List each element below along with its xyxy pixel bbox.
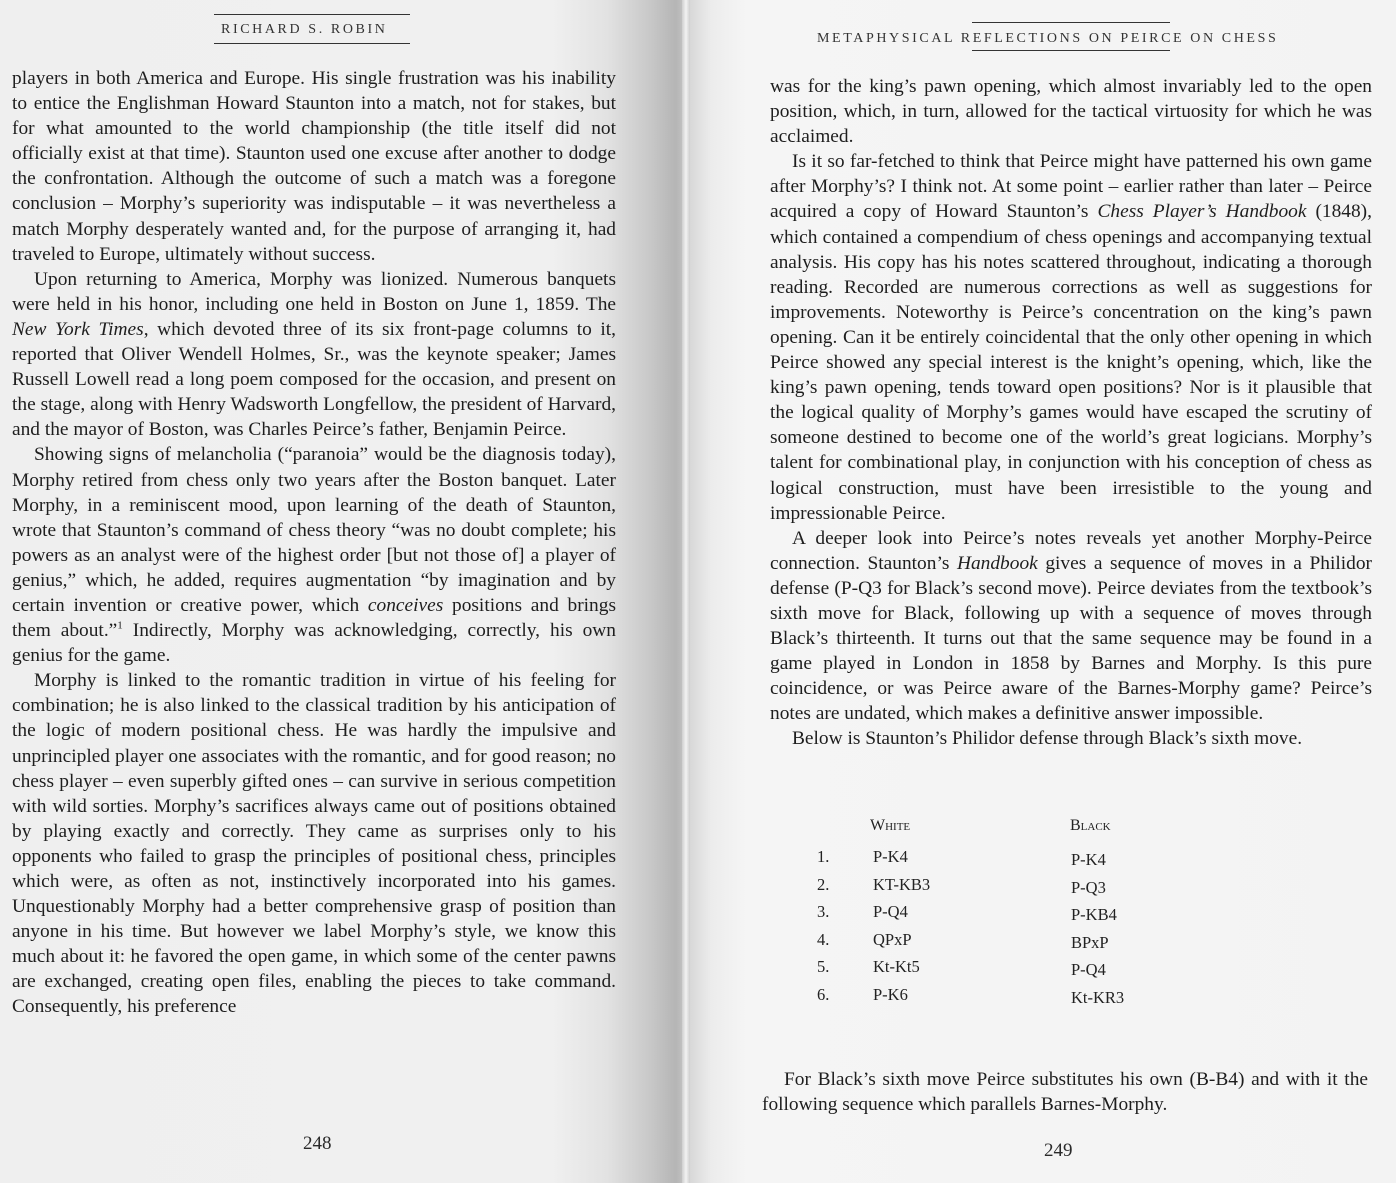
text-run: Showing signs of melancholia (“paranoia” would be the diagnosis today), Morphy retired from chess only two years after the Boston banquet. Later Morphy, in a reminiscent mood, upon learning of the death of Staunton, wrote that Staunton’s command of chess theory “was no doubt complete; his powers as an analyst were of the highest order [but not those of] a player of genius,” which, he added, requires augmentation “by imagination and by certain invention or creative power, which: [12, 444, 616, 616]
white-move: P-K6: [873, 984, 908, 1004]
white-move: P-K4: [873, 847, 908, 866]
running-head-rule-top: [972, 22, 1170, 23]
italic-title: Chess Player’s Handbook: [1097, 201, 1307, 223]
move-row: [817, 902, 1177, 930]
black-move: BPxP: [1071, 932, 1109, 952]
paragraph: [770, 74, 1372, 149]
italic-title: New York Times: [12, 318, 144, 340]
move-row: [817, 875, 1177, 903]
white-move: Kt-Kt5: [873, 957, 920, 976]
text-run: , which devoted three of its six front-page columns to it, reported that Oliver Wendell Holmes, Sr., was the keynote speaker; James Russell Lowell read a long poem composed for the occasion, and present on the stage, along with Henry Wadsworth Longfellow, the president of Harvard, and the mayor of Boston, was Charles Peirce’s father, Benjamin Peirce.: [12, 318, 616, 441]
black-move: P-Q4: [1071, 960, 1106, 979]
text-run: was for the king’s pawn opening, which almost invariably led to the open position, which, in turn, allowed for the tactical virtuosity for which he was acclaimed.: [770, 76, 1372, 148]
move-row: [817, 847, 1177, 875]
black-move: P-Q3: [1071, 877, 1106, 897]
paragraph: [12, 442, 616, 668]
moves-table-header: [817, 817, 1177, 847]
italic-title: conceives: [367, 594, 444, 616]
column-header-black: Black: [1070, 817, 1111, 834]
running-head-rule-bottom: [214, 43, 410, 44]
move-number: 2.: [817, 874, 830, 894]
footnote-marker: 1: [117, 619, 123, 632]
black-move: P-KB4: [1071, 905, 1117, 924]
white-move: KT-KB3: [873, 874, 931, 894]
text-run: gives a sequence of moves in a Philidor defense (P-Q3 for Black’s second move). Peirce deviates from the textbook’s sixth move for Black, following up with a sequence of moves through Black’s thirteenth. It turns out that the same sequence may be found in a game played in London in 1858 by Barnes and Morphy. Is this pure coincidence, or was Peirce aware of the Barnes-Morphy game? Peirce’s notes are undated, which makes a definitive answer impossible.: [770, 552, 1372, 725]
body-text: [770, 74, 1372, 752]
text-run: Is it so far-fetched to think that Peirce might have patterned his own game after Morphy’s? I think not. At some point – earlier rather than later – Peirce acquired a copy of Howard Staunton’s: [770, 151, 1372, 223]
running-head-rule-bottom: [972, 50, 1170, 51]
paragraph: [12, 668, 616, 1019]
text-run: Morphy is linked to the romantic tradition in virtue of his feeling for combination; he is also linked to the classical tradition by his anticipation of the logic of modern positional chess. He was hardly the impulsive and unprincipled player one associates with the romantic, and for good reason; no chess player – even superbly gifted ones – can survive in serious competition with wild sorties. Morphy’s sacrifices always came out of positions obtained by playing exactly and correctly. They came as surprises only to his opponents who failed to grasp the principles of positional chess, principles which were, as often as not, instinctively incorporated into his games. Unquestionably Morphy had a better comprehensive grasp of position than anyone in his time. But however we label Morphy’s style, we know this much about it: he favored the open game, in which some of the center pawns are exchanged, creating open files, enabling the pieces to take command. Consequently, his preference: [12, 670, 616, 1018]
text-run: Below is Staunton’s Philidor defense through Black’s sixth move.: [792, 728, 1303, 750]
moves-table-body: [817, 847, 1177, 1012]
text-run: players in both America and Europe. His single frustration was his inability to entice the Englishman Howard Staunton into a match, not for stakes, but for what amounted to the world championship (the title itself did not officially exist at that time). Staunton used one excuse after another to dodge the confrontation. Although the outcome of such a match was a foregone conclusion – Morphy’s superiority was indisputable – it was nevertheless a match Morphy desperately wanted and, for the purpose of arranging it, had traveled to Europe, ultimately without success.: [12, 68, 616, 265]
running-head-title: METAPHYSICAL REFLECTIONS ON PEIRCE ON CHESS: [817, 31, 1279, 46]
right-page: [690, 0, 1396, 1183]
white-move: QPxP: [873, 929, 912, 949]
paragraph: [770, 149, 1372, 525]
page-number: 249: [1044, 1140, 1073, 1161]
paragraph: For Black’s sixth move Peirce substitutes his own (B-B4) and with it the following sequence which parallels Barnes-Morphy.: [762, 1069, 1368, 1116]
italic-title: Handbook: [956, 552, 1038, 574]
black-move: P-K4: [1071, 850, 1106, 869]
text-run: Indirectly, Morphy was acknowledging, correctly, his own genius for the game.: [12, 620, 616, 667]
column-header-white: White: [870, 817, 911, 834]
paragraph: [770, 726, 1372, 751]
move-row: [817, 985, 1177, 1013]
paragraph: [12, 267, 616, 443]
paragraph: [12, 66, 616, 267]
left-page: [0, 0, 690, 1183]
text-run: Upon returning to America, Morphy was lionized. Numerous banquets were held in his honor, including one held in Boston on June 1, 1859. The: [12, 268, 616, 315]
move-row: [817, 930, 1177, 958]
move-number: 6.: [817, 984, 830, 1004]
chess-moves-table: [817, 817, 1177, 1012]
move-number: 1.: [817, 847, 830, 866]
move-number: 3.: [817, 902, 830, 921]
move-number: 4.: [817, 929, 830, 949]
paragraph-after-table: [762, 1067, 1368, 1117]
text-run: positions and brings them about.”: [12, 594, 616, 642]
body-text: [12, 66, 616, 1020]
text-run: (1848), which contained a compendium of chess openings and accompanying textual analysis. His copy has his notes scattered throughout, indicating a thorough reading. Recorded are numerous corrections as well as suggestions for improvements. Noteworthy is Peirce’s concentration on the king’s pawn opening. Can it be entirely coincidental that the only other opening in which Peirce showed any special interest is the knight’s opening, which, like the king’s pawn opening, tends toward open positions? Nor is it plausible that the logical quality of Morphy’s games would have escaped the scrutiny of someone destined to become one of the world’s great logicians. Morphy’s talent for combinational play, in conjunction with his conception of chess as logical construction, must have been irresistible to the young and impressionable Peirce.: [770, 201, 1372, 524]
move-row: [817, 957, 1177, 985]
text-run: A deeper look into Peirce’s notes reveals yet another Morphy-Peirce connection. Staunton’s: [770, 527, 1372, 574]
black-move: Kt-KR3: [1071, 987, 1125, 1007]
running-head-author: RICHARD S. ROBIN: [221, 22, 388, 37]
running-head-rule-top: [214, 14, 410, 15]
white-move: P-Q4: [873, 902, 908, 921]
page-number: 248: [303, 1133, 332, 1154]
paragraph: [770, 526, 1372, 727]
move-number: 5.: [817, 957, 830, 976]
